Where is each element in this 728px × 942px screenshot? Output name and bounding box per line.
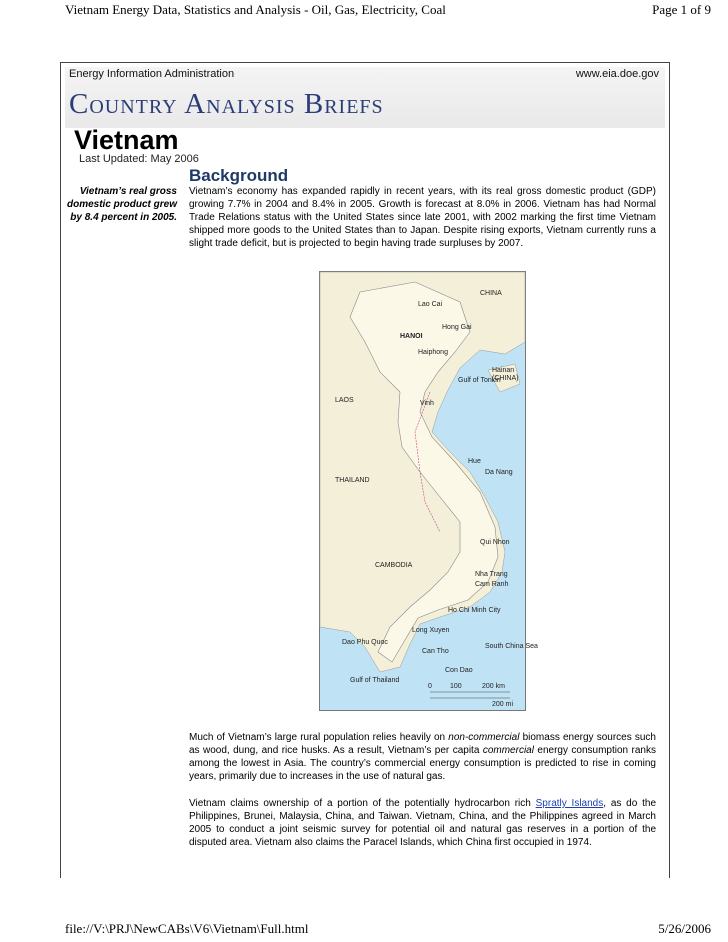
vietnam-map <box>319 271 538 711</box>
map-label-laos: LAOS <box>335 397 354 404</box>
content-frame <box>60 62 670 878</box>
section-heading: Background <box>189 166 289 185</box>
paragraph-spratly <box>189 797 656 849</box>
print-footer <box>65 921 711 939</box>
sidebar-callout: Vietnam’s real gross domestic product grew by 8.4 percent in 2005. <box>66 186 177 223</box>
footer-date: 5/26/2006 <box>658 921 711 936</box>
country-title: Vietnam <box>74 125 179 155</box>
map-city-vinh: Vinh <box>420 400 434 407</box>
p2-text-a: Much of Vietnam’s large rural population relies heavily on <box>189 732 449 743</box>
p2-emphasis-commercial: commercial <box>482 745 534 756</box>
spratly-islands-link[interactable]: Spratly Islands <box>535 798 604 809</box>
map-island-phu-quoc: Dao Phu Quoc <box>342 639 388 646</box>
map-scale-200mi: 200 mi <box>492 701 514 708</box>
header-page-number: Page 1 of 9 <box>652 2 711 17</box>
map-label-china: CHINA <box>480 290 502 297</box>
last-updated: Last Updated: May 2006 <box>79 153 199 165</box>
map-city-hong-gai: Hong Gai <box>442 324 472 331</box>
agency-url[interactable]: www.eia.doe.gov <box>575 68 659 80</box>
p2-emphasis-noncommercial: non-commercial <box>448 732 520 743</box>
map-island-hainan-note: (CHINA) <box>492 375 519 382</box>
map-label-cambodia: CAMBODIA <box>375 562 413 569</box>
p3-text-b: , as do the Philippines, Brunei, Malaysia, China, and Taiwan. Vietnam, China, and the Philippines agreed in March 2005 to conduct a joint seismic survey for potential oil and natural gas reserves in a portion of the disputed area. Vietnam also claims the Paracel Islands, which China first occupied in 1974. <box>189 798 657 848</box>
map-city-long-xuyen: Long Xuyen <box>412 627 450 634</box>
map-city-haiphong: Haiphong <box>418 349 448 356</box>
map-water-south-china-sea: South China Sea <box>485 643 538 650</box>
p2-text-c: biomass energy sources such as wood, dung, and rice husks. As a result, Vietnam’s per capita <box>189 732 656 756</box>
map-city-qui-nhon: Qui Nhon <box>480 539 510 546</box>
paragraph-energy-consumption <box>189 731 656 783</box>
footer-path: file://V:\PRJ\NewCABs\V6\Vietnam\Full.html <box>65 921 309 936</box>
map-island-hainan: Hainan <box>492 367 515 374</box>
map-city-cam-ranh: Cam Ranh <box>475 581 509 588</box>
header-title: Vietnam Energy Data, Statistics and Analysis - Oil, Gas, Electricity, Coal <box>65 2 446 17</box>
agency-name: Energy Information Administration <box>69 68 235 80</box>
map-water-gulf-of-thailand: Gulf of Thailand <box>350 677 400 684</box>
banner-title: Country Analysis Briefs <box>69 88 384 120</box>
p3-text-a: Vietnam claims ownership of a portion of the potentially hydrocarbon rich <box>189 798 536 809</box>
map-label-thailand: THAILAND <box>335 477 370 484</box>
map-city-hanoi: HANOI <box>400 333 423 340</box>
map-water-gulf-of-tonkin: Gulf of Tonkin <box>458 377 501 384</box>
map-city-da-nang: Da Nang <box>485 469 513 476</box>
map-scale-200km: 200 km <box>482 683 505 690</box>
map-city-can-tho: Can Tho <box>422 648 449 655</box>
banner <box>65 67 665 128</box>
map-scale-100: 100 <box>450 683 462 690</box>
map-city-hue: Hue <box>468 458 481 465</box>
map-city-ho-chi-minh: Ho Chi Minh City <box>448 607 501 614</box>
map-city-con-dao: Con Dao <box>445 667 473 674</box>
paragraph-economy: Vietnam’s economy has expanded rapidly in recent years, with its real gross domestic product (GDP) growing 7.7% in 2004 and 8.4% in 2005. Growth is forecast at 8.0% in 2006. Vietnam has had Normal Trade Relations status with the United States since late 2001, with 2002 marking the first time Vietnam shipped more goods to the United States than to Japan. Despite rising exports, Vietnam currently runs a slight trade deficit, but is projected to begin having trade surpluses by 2007. <box>189 186 656 249</box>
map-city-lao-cai: Lao Cai <box>418 301 443 308</box>
map-city-nha-trang: Nha Trang <box>475 571 508 578</box>
print-header <box>65 0 711 18</box>
map-scale-zero: 0 <box>428 683 432 690</box>
p2-text-e: energy consumption ranks among the lowest in Asia. The country’s commercial energy consumption is predicted to rise in coming years, primarily due to increases in the use of natural gas. <box>189 745 656 782</box>
